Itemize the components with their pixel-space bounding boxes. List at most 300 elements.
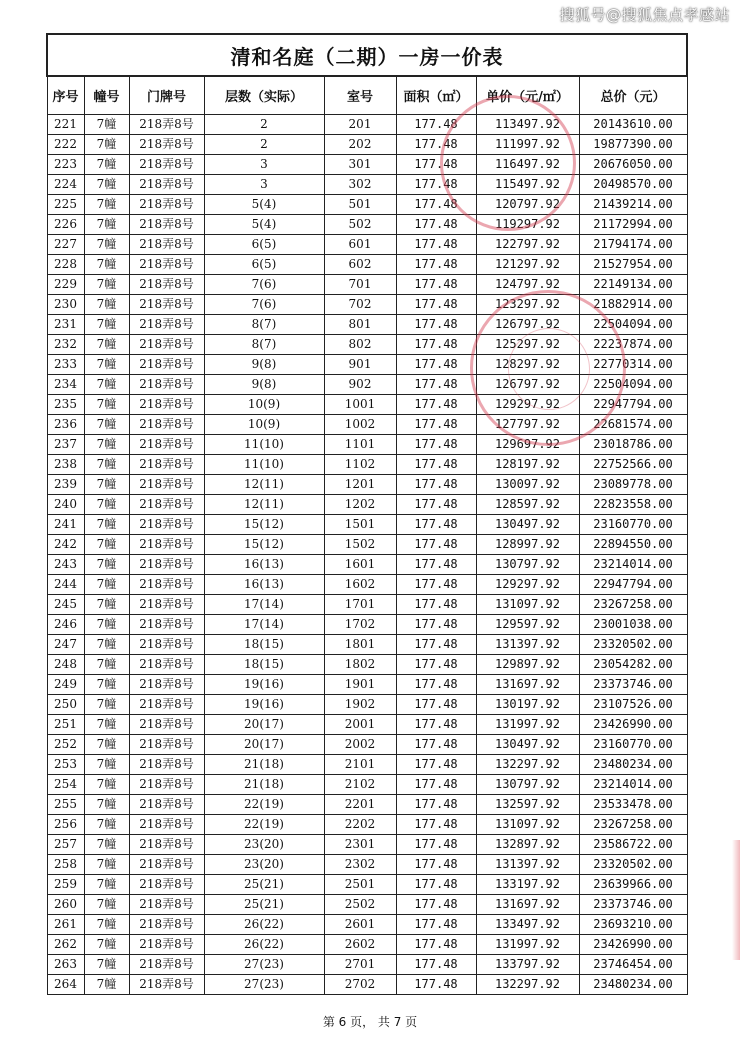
cell-building: 7幢	[84, 495, 129, 515]
cell-seq: 257	[47, 835, 84, 855]
header-unit-price: 单价（元/㎡）	[476, 76, 579, 115]
cell-total-price: 23089778.00	[579, 475, 687, 495]
table-row	[47, 435, 687, 455]
cell-building: 7幢	[84, 595, 129, 615]
cell-doorplate: 218弄8号	[129, 195, 204, 215]
cell-area: 177.48	[396, 575, 476, 595]
cell-room: 2602	[324, 935, 396, 955]
cell-unit-price: 132897.92	[476, 835, 579, 855]
cell-building: 7幢	[84, 475, 129, 495]
cell-room: 1201	[324, 475, 396, 495]
cell-doorplate: 218弄8号	[129, 395, 204, 415]
cell-total-price: 23107526.00	[579, 695, 687, 715]
cell-total-price: 22770314.00	[579, 355, 687, 375]
cell-total-price: 21172994.00	[579, 215, 687, 235]
cell-building: 7幢	[84, 515, 129, 535]
cell-floor: 26(22)	[204, 935, 324, 955]
cell-unit-price: 128597.92	[476, 495, 579, 515]
cell-seq: 263	[47, 955, 84, 975]
cell-doorplate: 218弄8号	[129, 115, 204, 135]
cell-floor: 16(13)	[204, 555, 324, 575]
cell-area: 177.48	[396, 915, 476, 935]
cell-unit-price: 131397.92	[476, 855, 579, 875]
cell-room: 1501	[324, 515, 396, 535]
cell-floor: 21(18)	[204, 775, 324, 795]
cell-room: 2001	[324, 715, 396, 735]
cell-floor: 18(15)	[204, 635, 324, 655]
cell-total-price: 20143610.00	[579, 115, 687, 135]
header-building: 幢号	[84, 76, 129, 115]
cell-seq: 240	[47, 495, 84, 515]
cell-total-price: 23320502.00	[579, 635, 687, 655]
cell-unit-price: 131097.92	[476, 815, 579, 835]
cell-total-price: 23018786.00	[579, 435, 687, 455]
cell-building: 7幢	[84, 335, 129, 355]
cell-doorplate: 218弄8号	[129, 735, 204, 755]
cell-total-price: 23001038.00	[579, 615, 687, 635]
cell-seq: 239	[47, 475, 84, 495]
cell-room: 1001	[324, 395, 396, 415]
table-row	[47, 135, 687, 155]
cell-unit-price: 130797.92	[476, 775, 579, 795]
header-seq: 序号	[47, 76, 84, 115]
cell-building: 7幢	[84, 795, 129, 815]
cell-building: 7幢	[84, 935, 129, 955]
cell-doorplate: 218弄8号	[129, 755, 204, 775]
cell-unit-price: 131697.92	[476, 895, 579, 915]
cell-building: 7幢	[84, 395, 129, 415]
cell-doorplate: 218弄8号	[129, 135, 204, 155]
cell-building: 7幢	[84, 535, 129, 555]
cell-floor: 2	[204, 115, 324, 135]
cell-building: 7幢	[84, 895, 129, 915]
cell-floor: 11(10)	[204, 435, 324, 455]
cell-seq: 234	[47, 375, 84, 395]
cell-building: 7幢	[84, 575, 129, 595]
page-title: 清和名庭（二期）一房一价表	[47, 34, 687, 76]
cell-seq: 222	[47, 135, 84, 155]
cell-unit-price: 113497.92	[476, 115, 579, 135]
cell-doorplate: 218弄8号	[129, 815, 204, 835]
cell-area: 177.48	[396, 855, 476, 875]
cell-total-price: 22947794.00	[579, 395, 687, 415]
table-row	[47, 855, 687, 875]
cell-doorplate: 218弄8号	[129, 155, 204, 175]
cell-floor: 19(16)	[204, 695, 324, 715]
cell-room: 2302	[324, 855, 396, 875]
cell-area: 177.48	[396, 335, 476, 355]
cell-unit-price: 133497.92	[476, 915, 579, 935]
cell-total-price: 22504094.00	[579, 315, 687, 335]
cell-building: 7幢	[84, 435, 129, 455]
cell-doorplate: 218弄8号	[129, 555, 204, 575]
cell-floor: 25(21)	[204, 875, 324, 895]
cell-doorplate: 218弄8号	[129, 875, 204, 895]
red-seal-edge	[732, 840, 740, 960]
cell-seq: 235	[47, 395, 84, 415]
cell-room: 2301	[324, 835, 396, 855]
cell-total-price: 22894550.00	[579, 535, 687, 555]
cell-room: 1802	[324, 655, 396, 675]
cell-total-price: 23639966.00	[579, 875, 687, 895]
cell-total-price: 23426990.00	[579, 935, 687, 955]
cell-total-price: 23214014.00	[579, 555, 687, 575]
page-number: 第 6 页， 共 7 页	[322, 1015, 418, 1029]
cell-floor: 16(13)	[204, 575, 324, 595]
cell-floor: 7(6)	[204, 295, 324, 315]
cell-unit-price: 133797.92	[476, 955, 579, 975]
cell-doorplate: 218弄8号	[129, 575, 204, 595]
cell-room: 801	[324, 315, 396, 335]
table-row	[47, 735, 687, 755]
cell-seq: 264	[47, 975, 84, 995]
cell-area: 177.48	[396, 435, 476, 455]
table-row	[47, 795, 687, 815]
cell-total-price: 23160770.00	[579, 515, 687, 535]
cell-unit-price: 128997.92	[476, 535, 579, 555]
table-header-row	[47, 76, 687, 115]
table-row	[47, 455, 687, 475]
cell-seq: 252	[47, 735, 84, 755]
cell-building: 7幢	[84, 275, 129, 295]
cell-seq: 243	[47, 555, 84, 575]
cell-floor: 21(18)	[204, 755, 324, 775]
cell-building: 7幢	[84, 855, 129, 875]
cell-seq: 229	[47, 275, 84, 295]
cell-building: 7幢	[84, 735, 129, 755]
cell-seq: 261	[47, 915, 84, 935]
cell-unit-price: 130497.92	[476, 735, 579, 755]
cell-seq: 254	[47, 775, 84, 795]
cell-unit-price: 121297.92	[476, 255, 579, 275]
cell-unit-price: 120797.92	[476, 195, 579, 215]
cell-building: 7幢	[84, 255, 129, 275]
cell-building: 7幢	[84, 195, 129, 215]
cell-seq: 249	[47, 675, 84, 695]
cell-total-price: 22947794.00	[579, 575, 687, 595]
cell-room: 2501	[324, 875, 396, 895]
cell-area: 177.48	[396, 635, 476, 655]
header-total-price: 总价（元）	[579, 76, 687, 115]
cell-area: 177.48	[396, 595, 476, 615]
cell-area: 177.48	[396, 475, 476, 495]
cell-unit-price: 133197.92	[476, 875, 579, 895]
cell-floor: 17(14)	[204, 615, 324, 635]
cell-floor: 22(19)	[204, 815, 324, 835]
table-row	[47, 235, 687, 255]
cell-total-price: 23214014.00	[579, 775, 687, 795]
cell-room: 702	[324, 295, 396, 315]
table-row	[47, 115, 687, 135]
cell-unit-price: 126797.92	[476, 315, 579, 335]
cell-area: 177.48	[396, 135, 476, 155]
cell-floor: 9(8)	[204, 375, 324, 395]
cell-unit-price: 124797.92	[476, 275, 579, 295]
cell-floor: 5(4)	[204, 195, 324, 215]
cell-total-price: 23693210.00	[579, 915, 687, 935]
cell-seq: 228	[47, 255, 84, 275]
price-sheet	[46, 33, 686, 995]
cell-floor: 7(6)	[204, 275, 324, 295]
cell-room: 2601	[324, 915, 396, 935]
cell-floor: 10(9)	[204, 395, 324, 415]
cell-area: 177.48	[396, 195, 476, 215]
cell-area: 177.48	[396, 395, 476, 415]
cell-total-price: 23480234.00	[579, 975, 687, 995]
cell-unit-price: 116497.92	[476, 155, 579, 175]
cell-building: 7幢	[84, 555, 129, 575]
cell-room: 501	[324, 195, 396, 215]
cell-room: 902	[324, 375, 396, 395]
cell-unit-price: 131097.92	[476, 595, 579, 615]
cell-doorplate: 218弄8号	[129, 695, 204, 715]
cell-unit-price: 122797.92	[476, 235, 579, 255]
cell-building: 7幢	[84, 835, 129, 855]
cell-floor: 8(7)	[204, 335, 324, 355]
cell-seq: 259	[47, 875, 84, 895]
table-row	[47, 715, 687, 735]
cell-floor: 15(12)	[204, 535, 324, 555]
cell-total-price: 21882914.00	[579, 295, 687, 315]
cell-area: 177.48	[396, 235, 476, 255]
cell-area: 177.48	[396, 455, 476, 475]
cell-room: 2101	[324, 755, 396, 775]
cell-room: 1702	[324, 615, 396, 635]
cell-floor: 8(7)	[204, 315, 324, 335]
table-row	[47, 515, 687, 535]
cell-seq: 221	[47, 115, 84, 135]
cell-area: 177.48	[396, 315, 476, 335]
table-row	[47, 195, 687, 215]
cell-area: 177.48	[396, 555, 476, 575]
cell-seq: 248	[47, 655, 84, 675]
cell-unit-price: 132597.92	[476, 795, 579, 815]
cell-total-price: 23426990.00	[579, 715, 687, 735]
table-row	[47, 535, 687, 555]
cell-room: 2102	[324, 775, 396, 795]
cell-total-price: 20676050.00	[579, 155, 687, 175]
cell-area: 177.48	[396, 155, 476, 175]
cell-seq: 245	[47, 595, 84, 615]
table-row	[47, 175, 687, 195]
cell-unit-price: 129897.92	[476, 655, 579, 675]
cell-unit-price: 130797.92	[476, 555, 579, 575]
cell-total-price: 22752566.00	[579, 455, 687, 475]
table-row	[47, 255, 687, 275]
table-row	[47, 915, 687, 935]
cell-seq: 247	[47, 635, 84, 655]
cell-room: 2002	[324, 735, 396, 755]
cell-seq: 262	[47, 935, 84, 955]
table-row	[47, 215, 687, 235]
cell-room: 1601	[324, 555, 396, 575]
table-row	[47, 975, 687, 995]
cell-area: 177.48	[396, 735, 476, 755]
cell-floor: 12(11)	[204, 495, 324, 515]
cell-floor: 23(20)	[204, 835, 324, 855]
cell-floor: 19(16)	[204, 675, 324, 695]
cell-seq: 256	[47, 815, 84, 835]
cell-total-price: 23054282.00	[579, 655, 687, 675]
cell-floor: 5(4)	[204, 215, 324, 235]
cell-building: 7幢	[84, 715, 129, 735]
cell-seq: 242	[47, 535, 84, 555]
cell-area: 177.48	[396, 715, 476, 735]
cell-building: 7幢	[84, 695, 129, 715]
cell-total-price: 22149134.00	[579, 275, 687, 295]
table-row	[47, 815, 687, 835]
cell-doorplate: 218弄8号	[129, 595, 204, 615]
cell-total-price: 19877390.00	[579, 135, 687, 155]
cell-seq: 237	[47, 435, 84, 455]
cell-room: 502	[324, 215, 396, 235]
price-table	[46, 33, 688, 995]
cell-doorplate: 218弄8号	[129, 895, 204, 915]
cell-area: 177.48	[396, 795, 476, 815]
cell-total-price: 22681574.00	[579, 415, 687, 435]
cell-building: 7幢	[84, 235, 129, 255]
cell-doorplate: 218弄8号	[129, 795, 204, 815]
header-area: 面积（㎡）	[396, 76, 476, 115]
cell-room: 2702	[324, 975, 396, 995]
cell-room: 1202	[324, 495, 396, 515]
cell-area: 177.48	[396, 355, 476, 375]
cell-seq: 225	[47, 195, 84, 215]
cell-building: 7幢	[84, 215, 129, 235]
cell-area: 177.48	[396, 955, 476, 975]
cell-unit-price: 126797.92	[476, 375, 579, 395]
table-row	[47, 275, 687, 295]
cell-room: 302	[324, 175, 396, 195]
cell-area: 177.48	[396, 675, 476, 695]
cell-total-price: 22823558.00	[579, 495, 687, 515]
cell-doorplate: 218弄8号	[129, 255, 204, 275]
cell-floor: 25(21)	[204, 895, 324, 915]
header-floor: 层数（实际）	[204, 76, 324, 115]
red-seal-stamp	[470, 290, 626, 446]
cell-building: 7幢	[84, 675, 129, 695]
cell-building: 7幢	[84, 955, 129, 975]
cell-building: 7幢	[84, 415, 129, 435]
table-row	[47, 155, 687, 175]
cell-floor: 22(19)	[204, 795, 324, 815]
cell-area: 177.48	[396, 615, 476, 635]
table-row	[47, 935, 687, 955]
table-row	[47, 875, 687, 895]
cell-floor: 17(14)	[204, 595, 324, 615]
cell-floor: 27(23)	[204, 975, 324, 995]
cell-unit-price: 132297.92	[476, 755, 579, 775]
cell-area: 177.48	[396, 375, 476, 395]
cell-building: 7幢	[84, 115, 129, 135]
cell-room: 901	[324, 355, 396, 375]
cell-floor: 12(11)	[204, 475, 324, 495]
table-row	[47, 635, 687, 655]
cell-building: 7幢	[84, 175, 129, 195]
cell-building: 7幢	[84, 155, 129, 175]
cell-total-price: 22237874.00	[579, 335, 687, 355]
cell-doorplate: 218弄8号	[129, 355, 204, 375]
cell-building: 7幢	[84, 315, 129, 335]
cell-floor: 23(20)	[204, 855, 324, 875]
cell-unit-price: 115497.92	[476, 175, 579, 195]
cell-floor: 2	[204, 135, 324, 155]
cell-total-price: 23480234.00	[579, 755, 687, 775]
cell-unit-price: 131997.92	[476, 935, 579, 955]
cell-doorplate: 218弄8号	[129, 855, 204, 875]
cell-room: 802	[324, 335, 396, 355]
cell-doorplate: 218弄8号	[129, 915, 204, 935]
cell-room: 1002	[324, 415, 396, 435]
cell-unit-price: 111997.92	[476, 135, 579, 155]
cell-doorplate: 218弄8号	[129, 715, 204, 735]
cell-unit-price: 130197.92	[476, 695, 579, 715]
cell-area: 177.48	[396, 875, 476, 895]
cell-seq: 250	[47, 695, 84, 715]
cell-doorplate: 218弄8号	[129, 655, 204, 675]
cell-room: 301	[324, 155, 396, 175]
cell-unit-price: 128297.92	[476, 355, 579, 375]
cell-building: 7幢	[84, 815, 129, 835]
cell-doorplate: 218弄8号	[129, 215, 204, 235]
table-row	[47, 495, 687, 515]
cell-area: 177.48	[396, 415, 476, 435]
cell-area: 177.48	[396, 835, 476, 855]
cell-floor: 15(12)	[204, 515, 324, 535]
cell-unit-price: 131997.92	[476, 715, 579, 735]
cell-total-price: 21794174.00	[579, 235, 687, 255]
cell-unit-price: 131397.92	[476, 635, 579, 655]
cell-room: 201	[324, 115, 396, 135]
cell-doorplate: 218弄8号	[129, 935, 204, 955]
cell-room: 1801	[324, 635, 396, 655]
cell-area: 177.48	[396, 695, 476, 715]
cell-total-price: 22504094.00	[579, 375, 687, 395]
cell-room: 1502	[324, 535, 396, 555]
cell-doorplate: 218弄8号	[129, 535, 204, 555]
cell-building: 7幢	[84, 775, 129, 795]
cell-total-price: 23267258.00	[579, 815, 687, 835]
cell-doorplate: 218弄8号	[129, 615, 204, 635]
cell-room: 2701	[324, 955, 396, 975]
cell-total-price: 23373746.00	[579, 895, 687, 915]
cell-total-price: 21439214.00	[579, 195, 687, 215]
cell-seq: 255	[47, 795, 84, 815]
cell-seq: 236	[47, 415, 84, 435]
table-row	[47, 575, 687, 595]
cell-building: 7幢	[84, 615, 129, 635]
cell-seq: 238	[47, 455, 84, 475]
cell-area: 177.48	[396, 655, 476, 675]
cell-unit-price: 128197.92	[476, 455, 579, 475]
cell-doorplate: 218弄8号	[129, 455, 204, 475]
cell-doorplate: 218弄8号	[129, 515, 204, 535]
header-doorplate: 门牌号	[129, 76, 204, 115]
cell-seq: 258	[47, 855, 84, 875]
cell-floor: 3	[204, 155, 324, 175]
cell-area: 177.48	[396, 515, 476, 535]
cell-doorplate: 218弄8号	[129, 295, 204, 315]
cell-doorplate: 218弄8号	[129, 475, 204, 495]
cell-seq: 226	[47, 215, 84, 235]
cell-room: 701	[324, 275, 396, 295]
cell-unit-price: 130097.92	[476, 475, 579, 495]
cell-floor: 20(17)	[204, 715, 324, 735]
cell-total-price: 23320502.00	[579, 855, 687, 875]
cell-doorplate: 218弄8号	[129, 315, 204, 335]
cell-doorplate: 218弄8号	[129, 375, 204, 395]
cell-unit-price: 123297.92	[476, 295, 579, 315]
